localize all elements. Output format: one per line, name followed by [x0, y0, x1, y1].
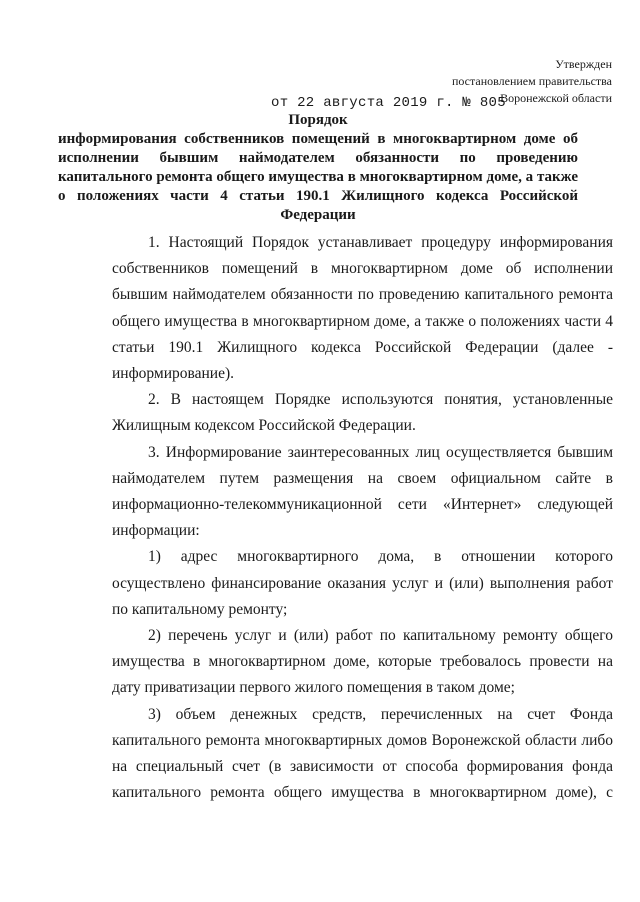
document-title: [58, 111, 578, 225]
paragraph-3: 3. Информирование заинтересованных лиц осуществляется бывшим наймодателем путем размещения на своем официальном сайте в информационно-телекоммуникационной сети «Интернет» следующей информации:: [112, 443, 613, 540]
approval-line-3: Воронежской области: [500, 91, 612, 105]
approval-line-2: постановлением правительства: [451, 74, 612, 88]
subitem-2: 2) перечень услуг и (или) работ по капитальному ремонту общего имущества в многоквартирном доме, которые требовалось провести на дату приватизации первого жилого помещения в таком доме;: [112, 627, 613, 697]
title-subtitle: информирования собственников помещений в многоквартирном доме об исполнении бывшим наймодателем обязанности по проведению капитального ремонта общего имущества в многоквартирном доме, а также о положениях части 4 статьи 190.1 Жилищного кодекса Российской Федерации: [58, 131, 578, 223]
decree-date-number: от 22 августа 2019 г. № 805: [271, 95, 506, 111]
subitem-1: 1) адрес многоквартирного дома, в отношении которого осуществлено финансирование оказания услуг и (или) выполнения работ по капитальному ремонту;: [112, 548, 613, 618]
approval-line-1: Утвержден: [555, 57, 612, 71]
paragraph-1: 1. Настоящий Порядок устанавливает процедуру информирования собственников помещений в многоквартирном доме об исполнении бывшим наймодателем обязанности по проведению капитального ремонта общего имущества в многоквартирном доме, а также о положениях части 4 статьи 190.1 Жилищного кодекса Российской Федерации (далее - информирование).: [112, 234, 613, 383]
paragraph-2: 2. В настоящем Порядке используются понятия, установленные Жилищным кодексом Российской Федерации.: [112, 391, 613, 435]
title-heading: Порядок: [288, 112, 348, 128]
subitem-3: 3) объем денежных средств, перечисленных на счет Фонда капитального ремонта многоквартирных домов Воронежской области либо на специальный счет (в зависимости от способа формирования фонда капитального ремонта общего имущества в многоквартирном доме), с: [112, 705, 613, 802]
document-body: [112, 230, 613, 806]
